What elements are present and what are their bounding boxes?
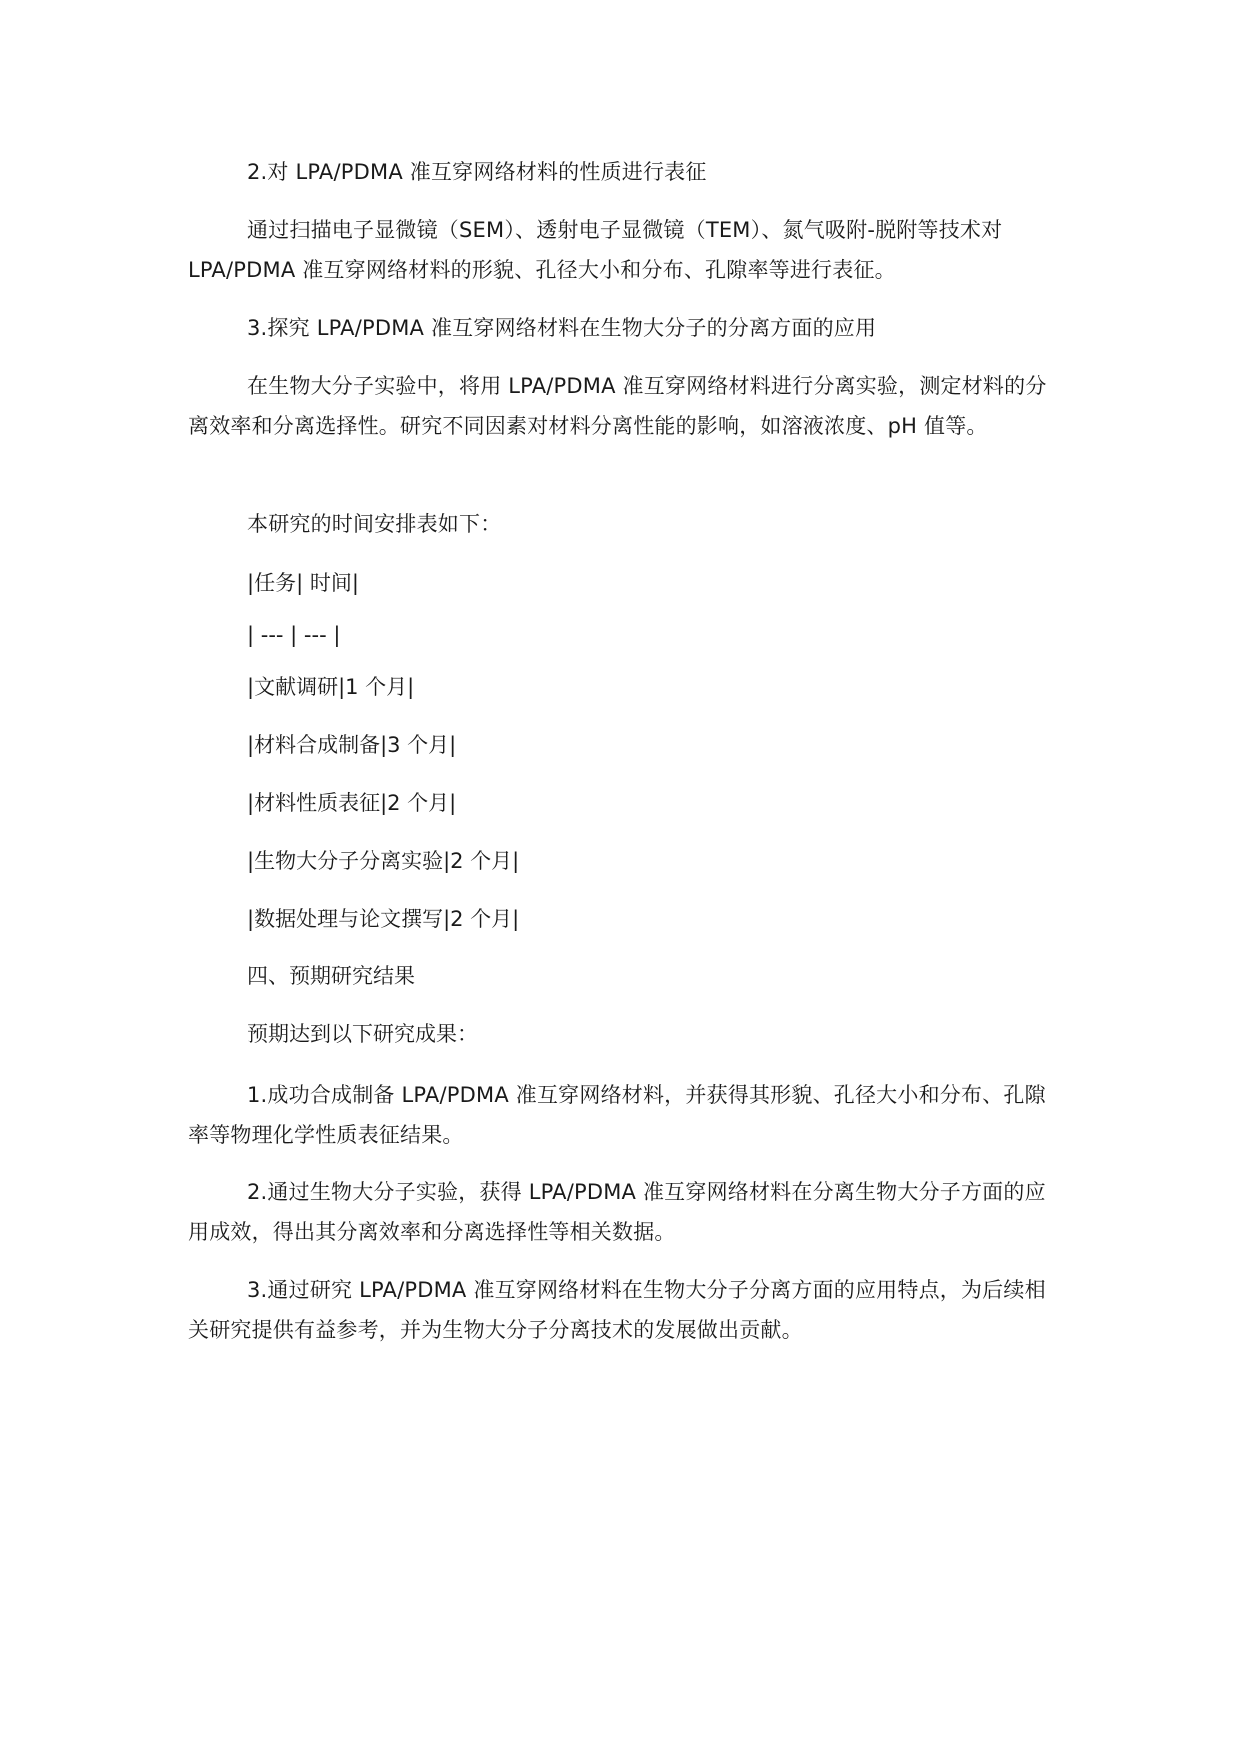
section-heading: 四、预期研究结果 (247, 964, 415, 988)
schedule-row: |材料性质表征|2 个月| (247, 791, 457, 815)
schedule-row: |数据处理与论文撰写|2 个月| (247, 907, 520, 931)
result-item: 2.通过生物大分子实验，获得 LPA/PDMA 准互穿网络材料在分离生物大分子方面的应用成效，得出其分离效率和分离选择性等相关数据。 (188, 1180, 1046, 1244)
schedule-row: |材料合成制备|3 个月| (247, 733, 457, 757)
schedule-row: |文献调研|1 个月| (247, 675, 415, 699)
paragraph-item-2-heading: 2.对 LPA/PDMA 准互穿网络材料的性质进行表征 (247, 160, 707, 184)
result-item: 1.成功合成制备 LPA/PDMA 准互穿网络材料，并获得其形貌、孔径大小和分布、孔隙率等物理化学性质表征结果。 (188, 1083, 1046, 1147)
result-item: 3.通过研究 LPA/PDMA 准互穿网络材料在生物大分子分离方面的应用特点，为后续相关研究提供有益参考，并为生物大分子分离技术的发展做出贡献。 (188, 1278, 1046, 1342)
schedule-row: | --- | --- | (247, 623, 341, 647)
results-intro: 预期达到以下研究成果： (247, 1022, 478, 1046)
paragraph-characterization: 通过扫描电子显微镜（SEM）、透射电子显微镜（TEM）、氮气吸附-脱附等技术对 LPA/PDMA 准互穿网络材料的形貌、孔径大小和分布、孔隙率等进行表征。 (188, 218, 1003, 282)
paragraph-schedule-intro: 本研究的时间安排表如下： (247, 512, 502, 536)
schedule-row: |生物大分子分离实验|2 个月| (247, 849, 520, 873)
schedule-row: |任务| 时间| (247, 571, 359, 595)
paragraph-separation-experiment: 在生物大分子实验中，将用 LPA/PDMA 准互穿网络材料进行分离实验，测定材料的分离效率和分离选择性。研究不同因素对材料分离性能的影响，如溶液浓度、pH 值等。 (188, 374, 1047, 438)
paragraph-item-3-heading: 3.探究 LPA/PDMA 准互穿网络材料在生物大分子的分离方面的应用 (247, 316, 877, 340)
